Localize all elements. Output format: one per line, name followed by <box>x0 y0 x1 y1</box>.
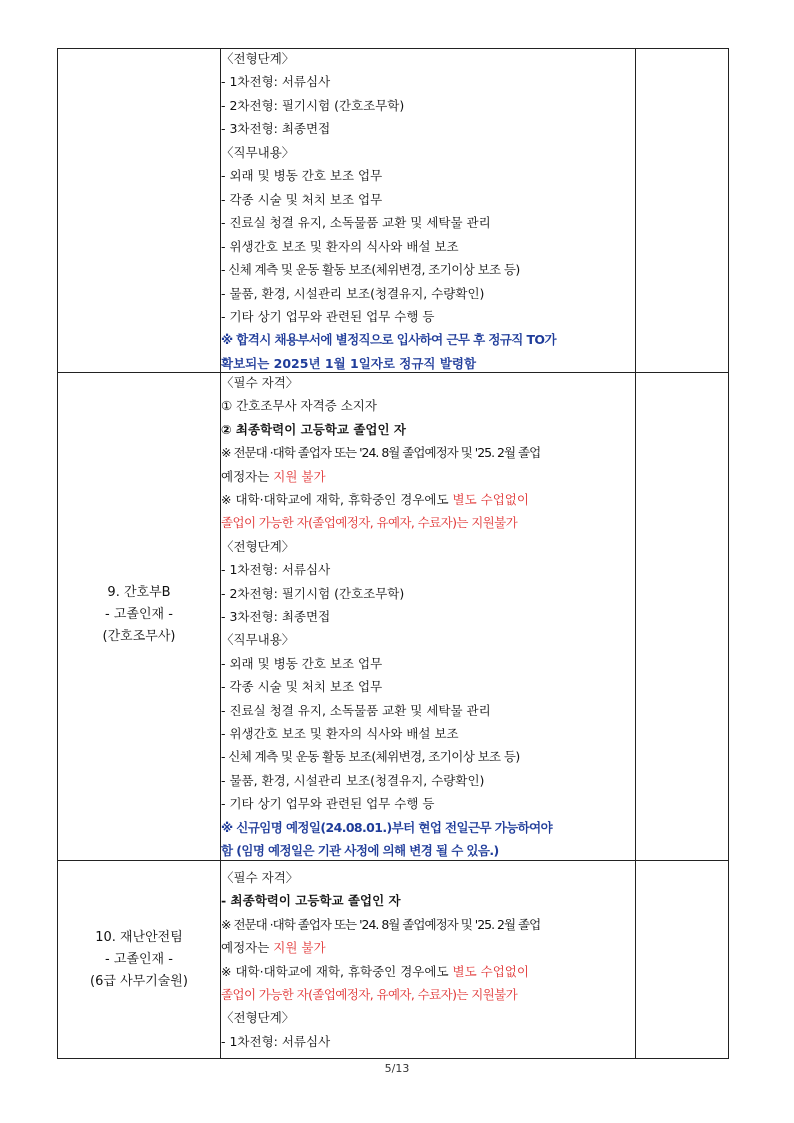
content-line: - 물품, 환경, 시설관리 보조(청결유지, 수량확인) <box>221 285 485 301</box>
content-line: 〈필수 자격〉 <box>221 375 299 390</box>
page-number: 5/13 <box>384 1062 410 1075</box>
content-line: 〈직무내용〉 <box>221 632 295 648</box>
content-line: ② 최종학력이 고등학교 졸업인 자 <box>221 421 406 437</box>
content-line: - 기타 상기 업무와 관련된 업무 수행 등 <box>221 308 435 324</box>
content-line: - 진료실 청결 유지, 소독물품 교환 및 세탁물 관리 <box>221 702 491 718</box>
content-line: 〈전형단계〉 <box>221 51 295 66</box>
row-divider <box>58 860 728 861</box>
content-line-segment: ※ 대학·대학교에 재학, 휴학중인 경우에도 <box>221 492 453 507</box>
content-line: - 각종 시술 및 처치 보조 업무 <box>221 191 383 207</box>
content-line <box>221 964 529 980</box>
row-divider <box>58 372 728 373</box>
content-line-segment: 지원 불가 <box>273 940 326 956</box>
content-line: 확보되는 2025년 1월 1일자로 정규직 발령함 <box>221 355 477 371</box>
content-line-segment: ※ 대학·대학교에 재학, 휴학중인 경우에도 <box>221 963 453 979</box>
content-line <box>221 987 517 1003</box>
content-line: ※ 합격시 채용부서에 별정직으로 입사하여 근무 후 정규직 TO가 <box>221 332 556 348</box>
content-line: - 각종 시술 및 처치 보조 업무 <box>221 679 383 695</box>
row-label <box>58 927 220 993</box>
content-line <box>221 940 326 956</box>
content-line: - 기타 상기 업무와 관련된 업무 수행 등 <box>221 796 435 812</box>
content-line-segment: 졸업이 가능한 자(졸업예정자, 유예자, 수료자)는 지원불가 <box>221 515 518 531</box>
position-label: (간호조무사) <box>102 629 176 644</box>
content-line: - 2차전형: 필기시험 (간호조무학) <box>221 585 405 601</box>
column-divider <box>635 49 636 1058</box>
content-line-segment: 졸업이 가능한 자(졸업예정자, 유예자, 수료자)는 지원불가 <box>221 987 518 1002</box>
content-line: ① 간호조무사 자격증 소지자 <box>221 398 377 414</box>
content-line <box>221 515 517 531</box>
content-line: ※ 신규임명 예정일(24.08.01.)부터 현업 전일근무 가능하여야 <box>221 819 553 835</box>
content-line: - 2차전형: 필기시험 (간호조무학) <box>221 97 405 113</box>
category-label: - 고졸인재 - <box>105 952 173 967</box>
position-label: (6급 사무기술원) <box>90 974 188 989</box>
content-line: - 1차전형: 서류심사 <box>221 562 331 578</box>
content-line: - 물품, 환경, 시설관리 보조(청결유지, 수량확인) <box>221 772 485 788</box>
content-line: - 진료실 청결 유지, 소독물품 교환 및 세탁물 관리 <box>221 215 491 231</box>
content-line: - 1차전형: 서류심사 <box>221 74 331 90</box>
recruitment-table <box>57 48 729 1059</box>
content-line: - 최종학력이 고등학교 졸업인 자 <box>221 893 401 909</box>
content-line: 〈전형단계〉 <box>221 1010 295 1026</box>
content-line: ※ 전문대 ·대학 졸업자 또는 '24. 8월 졸업예정자 및 '25. 2월 졸업 <box>221 916 541 932</box>
content-line: ※ 전문대 ·대학 졸업자 또는 '24. 8월 졸업예정자 및 '25. 2월 졸업 <box>221 445 541 461</box>
content-line <box>221 492 529 508</box>
content-line-segment: 별도 수업없이 <box>452 492 529 507</box>
content-line: - 외래 및 병동 간호 보조 업무 <box>221 655 383 671</box>
content-line: - 위생간호 보조 및 환자의 식사와 배설 보조 <box>221 238 459 254</box>
content-line: - 위생간호 보조 및 환자의 식사와 배설 보조 <box>221 726 459 741</box>
content-line-segment: 별도 수업없이 <box>452 963 529 979</box>
row-label <box>58 582 220 648</box>
department-name: 10. 재난안전팀 <box>95 930 183 945</box>
content-line-segment: 예정자는 <box>221 940 274 956</box>
content-line-segment: 예정자는 <box>221 468 274 484</box>
content-line: 〈필수 자격〉 <box>221 870 299 885</box>
category-label: - 고졸인재 - <box>105 607 173 622</box>
content-line: - 외래 및 병동 간호 보조 업무 <box>221 168 383 184</box>
content-line <box>221 469 326 485</box>
content-line: - 신체 계측 및 운동 활동 보조(체위변경, 조기이상 보조 등) <box>221 262 520 278</box>
content-line: 〈직무내용〉 <box>221 144 295 160</box>
department-name: 9. 간호부B <box>107 585 171 600</box>
content-line: - 1차전형: 서류심사 <box>221 1033 331 1049</box>
content-line: - 3차전형: 최종면접 <box>221 121 331 137</box>
content-line: - 신체 계측 및 운동 활동 보조(체위변경, 조기이상 보조 등) <box>221 749 520 765</box>
content-line-segment: 지원 불가 <box>273 468 326 484</box>
content-line: - 3차전형: 최종면접 <box>221 609 331 624</box>
content-line: 〈전형단계〉 <box>221 538 295 554</box>
content-line: 함 (임명 예정일은 기관 사정에 의해 변경 될 수 있음.) <box>221 843 499 858</box>
